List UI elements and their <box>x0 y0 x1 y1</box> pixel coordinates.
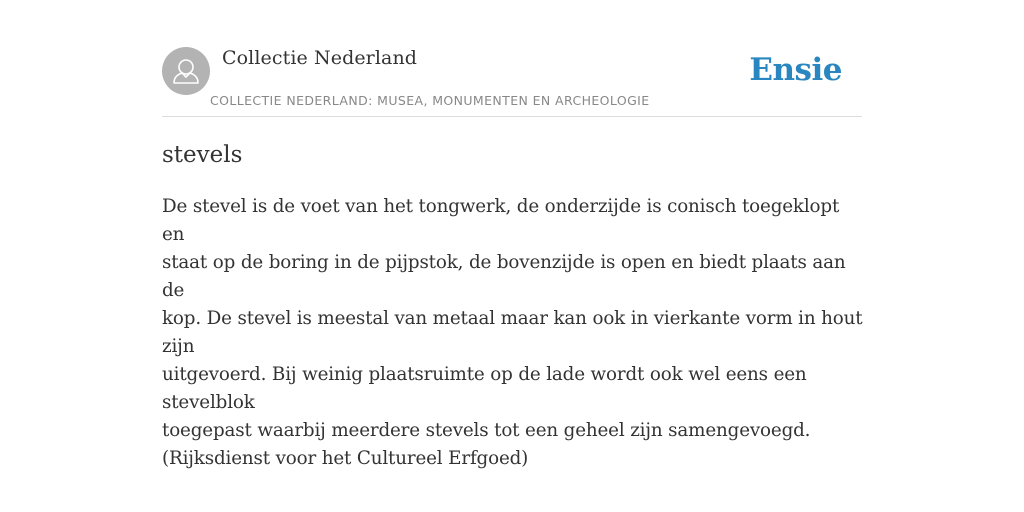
brand-logo[interactable]: Ensie <box>749 52 842 88</box>
body-line: toegepast waarbij meerdere stevels tot een geheel zijn samengevoegd. <box>162 420 811 441</box>
entry-body <box>162 193 867 473</box>
body-line: De stevel is de voet van het tongwerk, de onderzijde is conisch toegeklopt en <box>162 196 840 245</box>
author-name[interactable]: Collectie Nederland <box>222 47 418 69</box>
source-label[interactable]: COLLECTIE NEDERLAND: MUSEA, MONUMENTEN EN ARCHEOLOGIE <box>210 93 650 108</box>
avatar[interactable] <box>162 47 210 95</box>
body-line: (Rijksdienst voor het Cultureel Erfgoed) <box>162 448 529 469</box>
body-line: staat op de boring in de pijpstok, de bovenzijde is open en biedt plaats aan de <box>162 252 846 301</box>
body-line: kop. De stevel is meestal van metaal maar kan ook in vierkante vorm in hout zijn <box>162 308 863 357</box>
page-title: stevels <box>162 142 243 168</box>
user-icon <box>162 47 210 95</box>
body-line: uitgevoerd. Bij weinig plaatsruimte op de lade wordt ook wel eens een stevelblok <box>162 364 807 413</box>
entry-header <box>162 46 862 117</box>
